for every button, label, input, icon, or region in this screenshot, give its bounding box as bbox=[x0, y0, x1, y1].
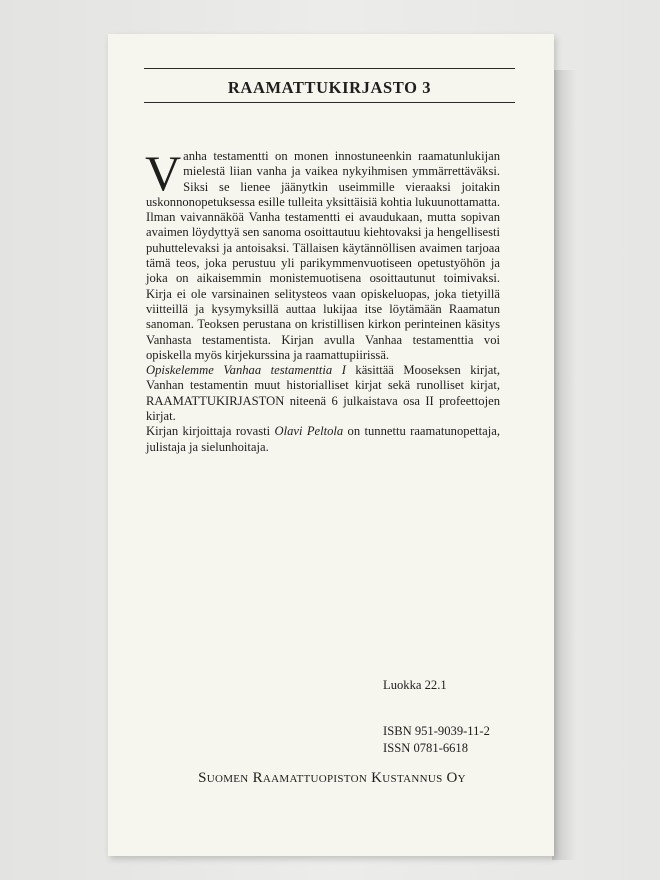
paragraph-4-text: on tunnettu raamatunopettaja, julistaja ja sielunhoitaja. bbox=[146, 424, 500, 454]
bottom-rule bbox=[144, 102, 515, 103]
book-back-cover bbox=[108, 34, 554, 856]
top-rule bbox=[144, 68, 515, 69]
blurb-text bbox=[145, 145, 500, 455]
issn: ISSN 0781-6618 bbox=[383, 741, 469, 755]
paragraph-1 bbox=[145, 145, 500, 210]
drop-cap: V bbox=[145, 145, 182, 201]
paragraph-4-lead: Kirjan kirjoittaja rovasti bbox=[146, 424, 275, 439]
paragraph-4 bbox=[146, 424, 500, 455]
isbn: ISBN 951-9039-11-2 bbox=[383, 724, 490, 738]
classification: Luokka 22.1 bbox=[383, 678, 447, 692]
paragraph-1-text: anha testamentti on monen innostuneenkin raamatunlukijan mielestä liian vanha ja vaikea nykyihmisen ymmärrettäväksi. Siksi se lienee jäänytkin useimmille vieraaksi joitakin uskonnonopetuksessa esille tulleita yksittäisiä kohtia lukuunottamatta. bbox=[146, 149, 500, 209]
book-edge-shadow bbox=[552, 70, 576, 860]
paragraph-2: Ilman vaivannäköä Vanha testamentti ei avaudukaan, mutta sopivan avaimen löydyttyä sen sanoma osoittautuu kiehtovaksi ja hengellisesti puhuttelevaksi ja antoisaksi. Tällaisen käytännöllisen avaimen tarjoaa tämä teos, joka perustuu yli parikymmenvuotiseen opetustyöhön ja joka on aikaisemmin monistemuotisena osoittautunut toimivaksi. Kirja ei ole varsinainen selitysteos vaan opiskeluopas, joka tietyillä viitteillä ja kysymyksillä auttaa lukijaa itse löytämään Raamatun sanoman. Teoksen perustana on kristillisen kirkon perinteinen käsitys Vanhasta testamentista. Kirjan avulla Vanhaa testamenttia voi opiskella myös kirjekurssina ja raamattupiirissä. bbox=[146, 210, 500, 362]
series-title: RAAMATTUKIRJASTO 3 bbox=[227, 78, 432, 97]
paragraph-3 bbox=[146, 363, 500, 424]
author-name: Olavi Peltola bbox=[274, 424, 344, 439]
book-title-italic: Opiskelemme Vanhaa testamenttia I bbox=[146, 363, 346, 378]
paragraph-3-text: käsittää Mooseksen kirjat, Vanhan testamentin muut historialliset kirjat sekä runolliset kirjat, RAAMATTUKIRJASTON niteenä 6 julkaistava osa II profeettojen kirjat. bbox=[146, 363, 500, 424]
publisher-name: Suomen Raamattuopiston Kustannus Oy bbox=[198, 770, 466, 786]
